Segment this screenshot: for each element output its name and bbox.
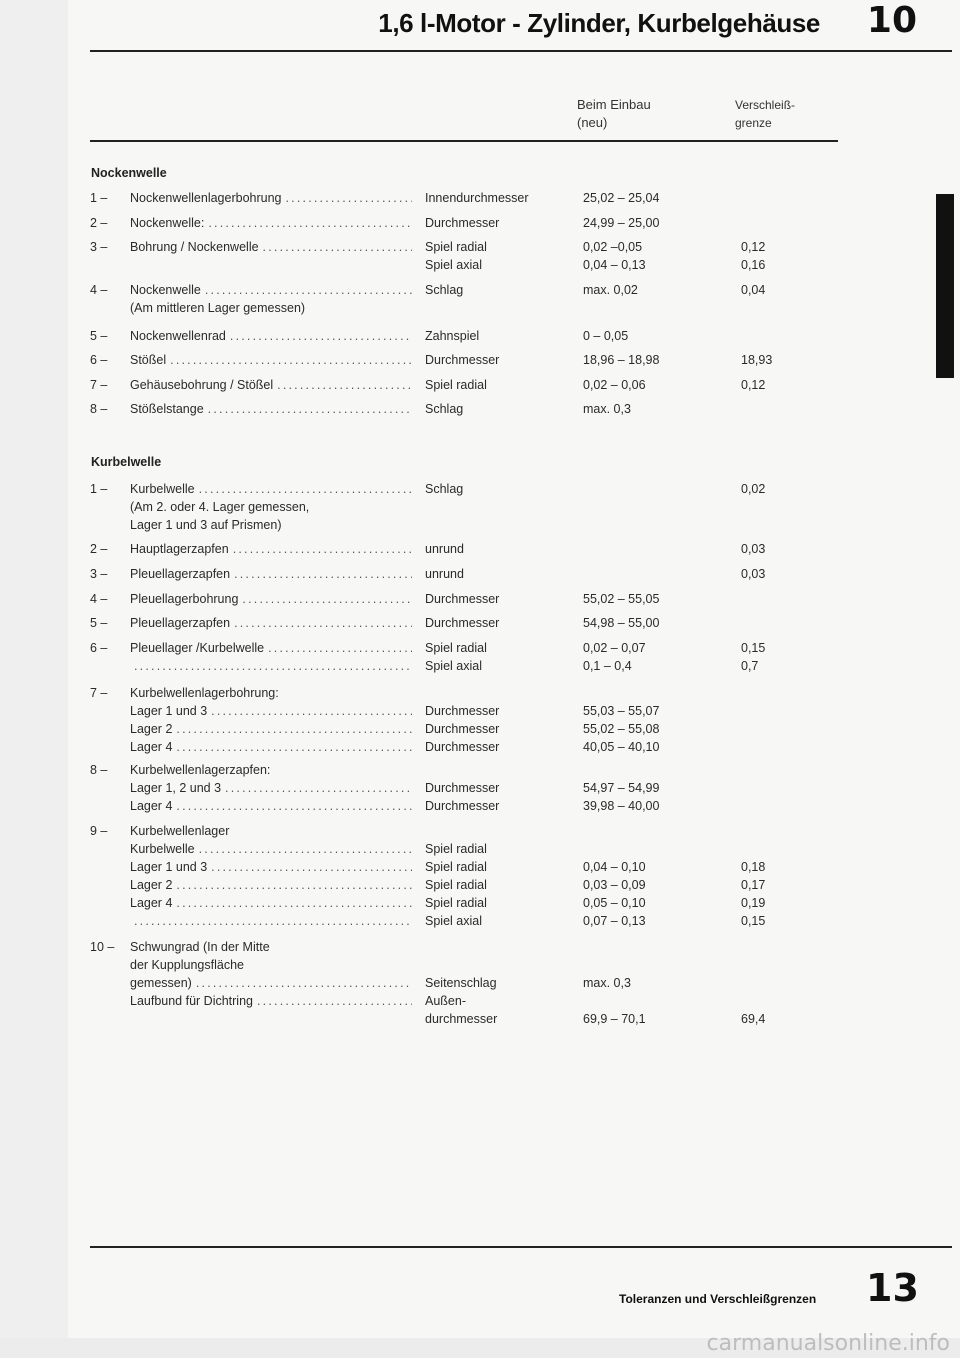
item-description [130,214,412,232]
dot-leader [229,540,412,558]
wear-limit: 0,16 [741,258,766,272]
measurement-cell [425,590,575,608]
description-line: Schwungrad (In der Mitte [130,940,270,954]
new-value-cell [583,761,723,815]
description-line: gemessen) [130,976,192,990]
dot-leader [270,938,412,956]
measurement: Durchmesser [425,781,500,795]
description-line: Lager 4 [130,799,173,813]
item-number: 6 – [90,353,108,367]
description-line: Kurbelwelle [130,842,195,856]
dot-leader [305,299,412,317]
measurement: Durchmesser [425,704,500,718]
wear-limit-cell [741,565,821,583]
description-line: Kurbelwelle [130,482,195,496]
item-description [130,376,412,394]
new-value [583,956,723,974]
item-number: 7 – [90,686,108,700]
measurement-cell [425,238,575,274]
item-description [130,238,412,256]
description-line: Lager 1, 2 und 3 [130,781,222,795]
item-description [130,351,412,369]
item-description [130,565,412,583]
page-title: 1,6 l-Motor - Zylinder, Kurbelgehäuse [378,8,820,38]
measurement: Durchmesser [425,616,500,630]
item-number: 1 – [90,482,108,496]
wear-limit: 0,02 [741,482,766,496]
description-line: Lager 1 und 3 [130,860,208,874]
new-value: max. 0,3 [583,402,631,416]
new-value [583,822,723,840]
new-value: 25,02 – 25,04 [583,191,660,205]
item-description [130,684,412,756]
new-value [583,684,723,702]
new-value: 54,98 – 55,00 [583,616,660,630]
column-header-wear-limit: Verschleiß- grenze [735,98,796,130]
dot-leader [201,281,412,299]
new-value: 0 – 0,05 [583,329,629,343]
measurement: Spiel radial [425,878,487,892]
item-number: 8 – [90,763,108,777]
description-line: der Kupplungsfläche [130,958,244,972]
measurement-cell [425,281,575,299]
dot-leader [253,992,412,1010]
footer-rule [90,1246,952,1248]
dot-leader [259,238,412,256]
wear-limit [741,992,821,1010]
description-line: Hauptlagerzapfen [130,542,229,556]
measurement: Schlag [425,402,464,416]
measurement: Schlag [425,482,464,496]
dot-leader [264,639,412,657]
new-value: 0,07 – 0,13 [583,914,646,928]
measurement [425,761,575,779]
watermark: carmanualsonline.info [706,1331,950,1356]
dot-leader [221,779,412,797]
item-number: 5 – [90,329,108,343]
item-description [130,822,412,930]
dot-leader [195,480,412,498]
item-description [130,189,412,207]
measurement-cell [425,822,575,930]
measurement: Spiel axial [425,258,482,272]
new-value-cell [583,376,723,394]
description-line: (Am 2. oder 4. Lager gemessen, [130,500,310,514]
new-value-cell [583,351,723,369]
new-value: 0,02 – 0,06 [583,378,646,392]
new-value-cell [583,214,723,232]
wear-limit: 0,18 [741,860,766,874]
measurement: Zahnspiel [425,329,480,343]
new-value-cell [583,822,723,930]
measurement-cell [425,938,575,1028]
column-header-rule [90,140,838,142]
description-line: Lager 2 [130,722,173,736]
item-description [130,938,412,1028]
wear-limit [741,822,821,840]
dot-leader [207,858,412,876]
measurement-cell [425,351,575,369]
measurement-cell [425,761,575,815]
wear-limit-cell [741,480,821,498]
item-number: 1 – [90,191,108,205]
column-header-new: Beim Einbau (neu) [577,97,651,130]
description-line: Stößelstange [130,402,204,416]
wear-limit: 18,93 [741,353,773,367]
measurement: Außen- [425,994,466,1008]
wear-limit: 0,19 [741,896,766,910]
item-number: 6 – [90,641,108,655]
dot-leader [279,684,412,702]
new-value: 69,9 – 70,1 [583,1012,646,1026]
measurement: Spiel axial [425,659,482,673]
description-line: Kurbelwellenlager [130,824,230,838]
new-value: 0,04 – 0,10 [583,860,646,874]
description-line: Pleuellagerzapfen [130,567,231,581]
description-line: Stößel [130,353,167,367]
wear-limit: 0,15 [741,914,766,928]
item-description [130,540,412,558]
measurement: unrund [425,542,464,556]
measurement: Spiel radial [425,842,487,856]
wear-limit: 0,12 [741,240,766,254]
dot-leader [195,840,412,858]
description-line: Laufbund für Dichtring [130,994,253,1008]
description-line: Nockenwellenlagerbohrung [130,191,282,205]
description-line: Lager 4 [130,896,173,910]
wear-limit [741,956,821,974]
item-number: 4 – [90,592,108,606]
item-description [130,281,412,317]
dot-leader [166,351,412,369]
new-value [583,840,723,858]
wear-limit-cell [741,938,821,1028]
new-value-cell [583,590,723,608]
measurement [425,938,575,956]
item-number: 9 – [90,824,108,838]
item-description [130,327,412,345]
new-value-cell [583,938,723,1028]
measurement-cell [425,376,575,394]
new-value [583,992,723,1010]
wear-limit-cell [741,281,821,299]
item-number: 4 – [90,283,108,297]
item-description [130,614,412,632]
wear-limit: 69,4 [741,1012,766,1026]
description-line: Lager 1 und 3 [130,704,208,718]
item-number: 8 – [90,402,108,416]
new-value-cell [583,400,723,418]
item-description [130,590,412,608]
dot-leader [130,1010,412,1028]
measurement: Spiel axial [425,914,482,928]
item-number: 2 – [90,216,108,230]
description-line: Pleuellager /Kurbelwelle [130,641,265,655]
description-line: Kurbelwellenlagerzapfen: [130,763,271,777]
new-value [583,761,723,779]
description-line: Nockenwelle: [130,216,205,230]
dot-leader [230,565,412,583]
dot-leader [238,590,412,608]
dot-leader [244,956,412,974]
new-value: 55,03 – 55,07 [583,704,660,718]
description-line: Pleuellagerzapfen [130,616,231,630]
dot-leader [204,214,412,232]
new-value: 0,1 – 0,4 [583,659,632,673]
dot-leader [192,974,412,992]
new-value-cell [583,281,723,299]
dot-leader [172,738,412,756]
description-line: Gehäusebohrung / Stößel [130,378,274,392]
item-description [130,480,412,534]
dot-leader [130,912,412,930]
item-description [130,761,412,815]
measurement-cell [425,565,575,583]
measurement: Durchmesser [425,740,500,754]
dot-leader [309,498,412,516]
footer-caption: Toleranzen und Verschleißgrenzen [619,1292,817,1306]
measurement [425,822,575,840]
measurement [425,956,575,974]
measurement-cell [425,540,575,558]
wear-limit-cell [741,376,821,394]
chapter-number: 10 [866,0,917,41]
description-line: Lager 1 und 3 auf Prismen) [130,518,282,532]
measurement-cell [425,684,575,756]
wear-limit [741,974,821,992]
description-line: Kurbelwellenlagerbohrung: [130,686,279,700]
dot-leader [229,822,412,840]
new-value: 0,02 – 0,07 [583,641,646,655]
measurement: Seitenschlag [425,976,497,990]
measurement: unrund [425,567,464,581]
wear-limit: 0,7 [741,659,759,673]
new-value-cell [583,614,723,632]
wear-limit-cell [741,822,821,930]
item-number: 5 – [90,616,108,630]
measurement-cell [425,400,575,418]
dot-leader [273,376,412,394]
wear-limit-cell [741,639,821,675]
new-value-cell [583,684,723,756]
measurement: Durchmesser [425,592,500,606]
dot-leader [230,614,412,632]
dot-leader [207,702,412,720]
new-value: 0,04 – 0,13 [583,258,646,272]
new-value-cell [583,639,723,675]
dot-leader [172,720,412,738]
section-title: Nockenwelle [91,166,167,180]
wear-limit: 0,17 [741,878,766,892]
wear-limit-cell [741,238,821,274]
measurement: Durchmesser [425,353,500,367]
header-rule [90,50,952,52]
item-number: 3 – [90,240,108,254]
item-description [130,400,412,418]
dot-leader [204,400,412,418]
measurement: Durchmesser [425,216,500,230]
wear-limit-cell [741,540,821,558]
description-line: (Am mittleren Lager gemessen) [130,301,306,315]
dot-leader [226,327,412,345]
new-value: 55,02 – 55,08 [583,722,660,736]
measurement-cell [425,614,575,632]
new-value-cell [583,238,723,274]
item-description [130,639,412,675]
new-value: 24,99 – 25,00 [583,216,660,230]
measurement: durchmesser [425,1012,498,1026]
item-number: 7 – [90,378,108,392]
section-title: Kurbelwelle [91,455,162,469]
measurement: Spiel radial [425,896,487,910]
item-number: 10 – [90,940,115,954]
dot-leader [282,189,413,207]
new-value-cell [583,327,723,345]
wear-limit-cell [741,351,821,369]
wear-limit: 0,04 [741,283,766,297]
measurement: Spiel radial [425,641,487,655]
new-value: 0,05 – 0,10 [583,896,646,910]
new-value [583,938,723,956]
dot-leader [172,876,412,894]
new-value: max. 0,3 [583,976,631,990]
description-line: Bohrung / Nockenwelle [130,240,259,254]
wear-limit: 0,15 [741,641,766,655]
wear-limit: 0,03 [741,542,766,556]
measurement: Durchmesser [425,799,500,813]
description-line: Pleuellagerbohrung [130,592,239,606]
new-value: 0,02 –0,05 [583,240,643,254]
description-line: Lager 4 [130,740,173,754]
dot-leader [270,761,412,779]
new-value: max. 0,02 [583,283,638,297]
description-line: Nockenwelle [130,283,201,297]
measurement-cell [425,639,575,675]
dot-leader [281,516,412,534]
new-value: 40,05 – 40,10 [583,740,660,754]
dot-leader [172,894,412,912]
measurement: Spiel radial [425,378,487,392]
wear-limit: 0,03 [741,567,766,581]
measurement [425,684,575,702]
new-value-cell [583,189,723,207]
item-number: 2 – [90,542,108,556]
item-number: 3 – [90,567,108,581]
measurement: Schlag [425,283,464,297]
measurement-cell [425,480,575,498]
measurement: Innendurchmesser [425,191,529,205]
new-value: 54,97 – 54,99 [583,781,660,795]
new-value: 55,02 – 55,05 [583,592,660,606]
description-line: Nockenwellenrad [130,329,226,343]
measurement-cell [425,327,575,345]
wear-limit [741,938,821,956]
new-value: 18,96 – 18,98 [583,353,660,367]
dot-leader [130,657,412,675]
page-number: 13 [866,1266,919,1310]
measurement: Spiel radial [425,860,487,874]
measurement: Spiel radial [425,240,487,254]
chapter-tab-marker [936,194,954,378]
measurement-cell [425,189,575,207]
dot-leader [172,797,412,815]
new-value: 39,98 – 40,00 [583,799,660,813]
measurement-cell [425,214,575,232]
description-line: Lager 2 [130,878,173,892]
wear-limit [741,840,821,858]
wear-limit: 0,12 [741,378,766,392]
new-value: 0,03 – 0,09 [583,878,646,892]
page-header [355,0,935,44]
measurement: Durchmesser [425,722,500,736]
